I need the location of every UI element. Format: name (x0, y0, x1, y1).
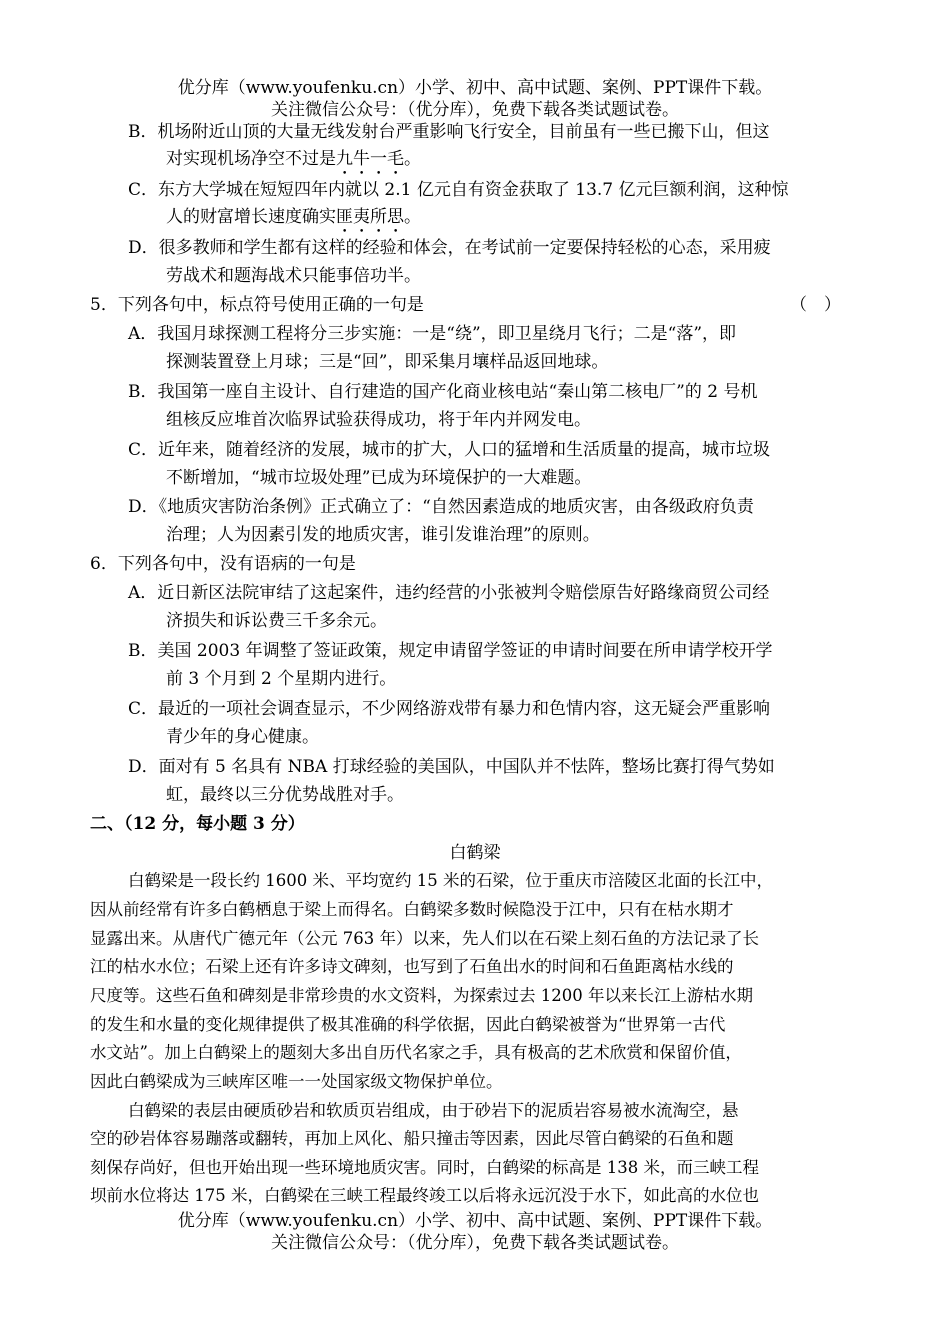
q4-option-b-line-2 (166, 148, 421, 179)
q6-option-a-line-1: A．近日新区法院审结了这起案件，违约经营的小张被判令赔偿原告好路缘商贸公司经 (128, 583, 770, 603)
footer-line-2: 关注微信公众号：（优分库），免费下载各类试题试卷。 (271, 1233, 679, 1253)
q6-option-c-line-2: 青少年的身心健康。 (166, 727, 319, 747)
q4-option-c-text: 人的财富增长速度确实 (166, 207, 336, 227)
q5-option-a-line-1: A．我国月球探测工程将分三步实施：一是“绕”，即卫星绕月飞行；二是“落”，即 (128, 324, 737, 344)
q4-option-c-idiom: 匪夷所思 (336, 207, 404, 227)
q6-stem: 6．下列各句中，没有语病的一句是 (90, 554, 356, 574)
paragraph-2-line: 刻保存尚好，但也开始出现一些环境地质灾害。同时，白鹤梁的标高是 138 米，而三峡工程 (90, 1158, 759, 1177)
paragraph-1-line: 水文站”。加上白鹤梁上的题刻大多出自历代名家之手，具有极高的艺术欣赏和保留价值， (90, 1043, 742, 1062)
q5-option-d-line-2: 治理；人为因素引发的地质灾害，谁引发谁治理”的原则。 (166, 525, 600, 545)
q5-option-c-line-1: C．近年来，随着经济的发展，城市的扩大，人口的猛增和生活质量的提高，城市垃圾 (128, 440, 771, 460)
paragraph-1-line: 白鹤梁是一段长约 1600 米、平均宽约 15 米的石梁，位于重庆市涪陵区北面的长江中， (128, 871, 773, 890)
q4-option-d-line-1: D．很多教师和学生都有这样的经验和体会，在考试前一定要保持轻松的心态，采用疲 (128, 238, 771, 258)
q6-option-d-line-2: 虹，最终以三分优势战胜对手。 (166, 785, 404, 805)
q5-answer-paren: （ ） (790, 295, 841, 315)
q4-option-c-line-2 (166, 206, 421, 237)
q5-option-b-line-1: B．我国第一座自主设计、自行建造的国产化商业核电站“秦山第二核电厂”的 2 号机 (128, 382, 758, 402)
q4-option-b-end: 。 (404, 149, 421, 169)
section-2-heading: 二、（12 分，每小题 3 分） (90, 814, 305, 834)
paragraph-1-line: 江的枯水水位；石梁上还有许多诗文碑刻，也写到了石鱼出水的时间和石鱼距离枯水线的 (90, 957, 734, 976)
paragraph-1-line: 的发生和水量的变化规律提供了极其准确的科学依据，因此白鹤梁被誉为“世界第一古代 (90, 1015, 726, 1034)
q4-option-b-line-1: B．机场附近山顶的大量无线发射台严重影响飞行安全，目前虽有一些已搬下山，但这 (128, 122, 770, 142)
q5-stem: 5．下列各句中，标点符号使用正确的一句是 (90, 295, 424, 315)
paragraph-2-line: 白鹤梁的表层由硬质砂岩和软质页岩组成，由于砂岩下的泥质岩容易被水流淘空，悬 (128, 1101, 739, 1120)
paragraph-1-line: 因此白鹤梁成为三峡库区唯一一处国家级文物保护单位。 (90, 1072, 503, 1091)
header-line-1: 优分库（www.youfenku.cn）小学、初中、高中试题、案例、PPT课件下载。 (177, 78, 773, 98)
header-line-2: 关注微信公众号：（优分库），免费下载各类试题试卷。 (271, 100, 679, 120)
q6-option-c-line-1: C．最近的一项社会调查显示，不少网络游戏带有暴力和色情内容，这无疑会严重影响 (128, 699, 771, 719)
paragraph-2-line: 空的砂岩体容易蹦落或翻转，再加上风化、船只撞击等因素，因此尽管白鹤梁的石鱼和题 (90, 1129, 734, 1148)
paragraph-1-line: 因从前经常有许多白鹤栖息于梁上而得名。白鹤梁多数时候隐没于江中，只有在枯水期才 (90, 900, 734, 919)
q6-option-b-line-2: 前 3 个月到 2 个星期内进行。 (166, 669, 397, 689)
q4-option-b-idiom: 九牛一毛 (336, 149, 404, 169)
paragraph-1-line: 尺度等。这些石鱼和碑刻是非常珍贵的水文资料，为探索过去 1200 年以来长江上游枯水期 (90, 986, 753, 1005)
q6-option-d-line-1: D．面对有 5 名具有 NBA 打球经验的美国队，中国队并不怯阵，整场比赛打得气势如 (128, 757, 775, 777)
q6-option-b-line-1: B．美国 2003 年调整了签证政策，规定申请留学签证的申请时间要在所申请学校开学 (128, 641, 773, 661)
footer-line-1: 优分库（www.youfenku.cn）小学、初中、高中试题、案例、PPT课件下载。 (177, 1211, 773, 1231)
q4-option-d-line-2: 劳战术和题海战术只能事倍功半。 (166, 266, 421, 286)
q4-option-b-text: 对实现机场净空不过是 (166, 149, 336, 169)
paragraph-1-line: 显露出来。从唐代广德元年（公元 763 年）以来，先人们以在石梁上刻石鱼的方法记录了长 (90, 929, 759, 948)
paragraph-2-line: 坝前水位将达 175 米，白鹤梁在三峡工程最终竣工以后将永远沉没于水下，如此高的水位也 (90, 1186, 759, 1205)
q5-option-a-line-2: 探测装置登上月球；三是“回”，即采集月壤样品返回地球。 (166, 352, 609, 372)
passage-title: 白鹤梁 (449, 843, 501, 863)
q4-option-c-line-1: C．东方大学城在短短四年内就以 2.1 亿元自有资金获取了 13.7 亿元巨额利润，这种惊 (128, 180, 789, 200)
q5-option-d-line-1: D．《地质灾害防治条例》正式确立了：“自然因素造成的地质灾害，由各级政府负责 (128, 497, 754, 517)
q6-option-a-line-2: 济损失和诉讼费三千多余元。 (166, 611, 387, 631)
q5-option-c-line-2: 不断增加，“城市垃圾处理”已成为环境保护的一大难题。 (166, 468, 592, 488)
q4-option-c-end: 。 (404, 207, 421, 227)
q5-option-b-line-2: 组核反应堆首次临界试验获得成功，将于年内并网发电。 (166, 410, 591, 430)
